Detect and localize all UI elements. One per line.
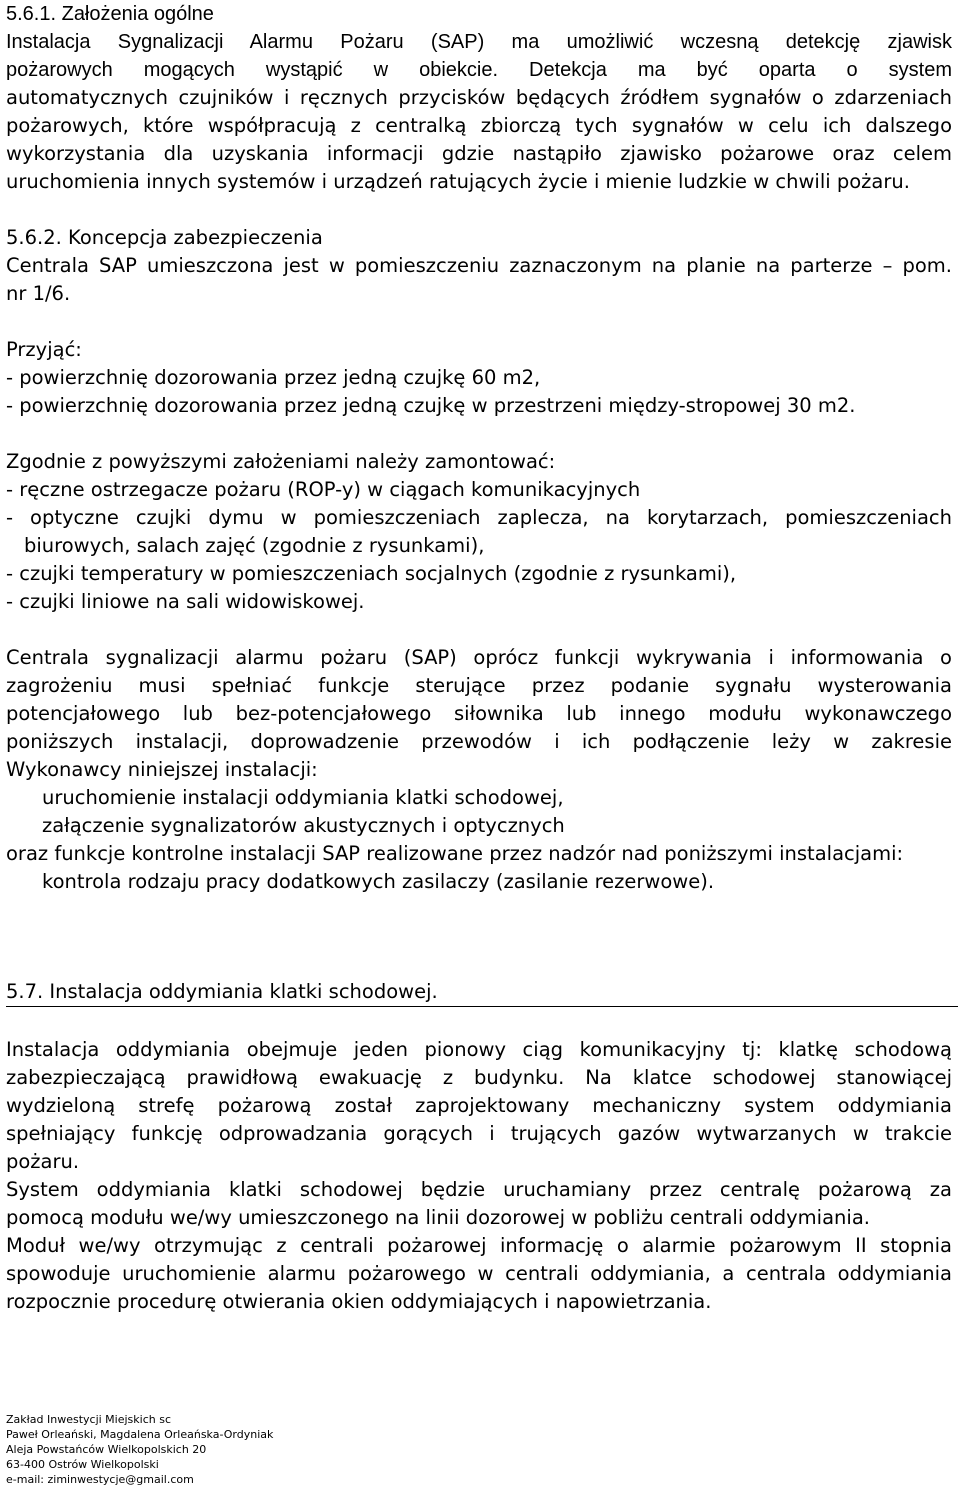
section-heading-5-7: 5.7. Instalacja oddymiania klatki schodowej. [6,980,438,1003]
sub-item: kontrola rodzaju pracy dodatkowych zasilaczy (zasilanie rezerwowe). [42,870,715,893]
paragraph-line: nr 1/6. [6,282,71,305]
paragraph-line: Centrala sygnalizacji alarmu pożaru (SAP) oprócz funkcji wykrywania i informowania o [6,646,952,669]
section-heading-5-6-1: 5.6.1. Założenia ogólne [6,3,214,25]
paragraph-line: uruchomienia innych systemów i urządzeń ratujących życie i mienie ludzkie w chwili pożaru. [6,170,910,193]
paragraph-line: rozpocznie procedurę otwierania okien oddymiających i napowietrzania. [6,1290,712,1313]
document-page [6,0,958,1488]
list-item: - ręczne ostrzegacze pożaru (ROP-y) w ciągach komunikacyjnych [6,478,641,501]
footer-company: Zakład Inwestycji Miejskich sc [6,1413,172,1426]
paragraph-line: pomocą modułu we/wy umieszczonego na linii dozorowej w pobliżu centrali oddymiania. [6,1206,870,1229]
paragraph-line: Moduł we/wy otrzymując z centrali pożarowej informację o alarmie pożarowym II stopnia [6,1234,952,1257]
paragraph-line: zagrożeniu musi spełniać funkcje sterujące przez podanie sygnału wysterowania [6,674,952,697]
paragraph-line: zabezpieczającą prawidłową ewakuację z budynku. Na klatce schodowej stanowiącej [6,1066,952,1089]
paragraph-line: wydzieloną strefę pożarową został zaprojektowany mechaniczny system oddymiania [6,1094,952,1117]
list-item: - czujki liniowe na sali widowiskowej. [6,590,365,613]
paragraph-line: Instalacja Sygnalizacji Alarmu Pożaru (SAP) ma umożliwić wczesną detekcję zjawisk [6,31,952,53]
paragraph-line: pożaru. [6,1150,80,1173]
paragraph-line: pożarowych mogących wystąpić w obiekcie. Detekcja ma być oparta o system [6,59,952,81]
list-item: - powierzchnię dozorowania przez jedną czujkę w przestrzeni między-stropowej 30 m2. [6,394,856,417]
paragraph-line: automatycznych czujników i ręcznych przycisków będących źródłem sygnałów o zdarzeniach [6,86,952,109]
paragraph-line: spowoduje uruchomienie alarmu pożarowego w centrali oddymiania, a centrala oddymiania [6,1262,952,1285]
install-intro: Zgodnie z powyższymi założeniami należy zamontować: [6,450,556,473]
paragraph-line: Centrala SAP umieszczona jest w pomieszczeniu zaznaczonym na planie na parterze – pom. [6,254,952,277]
paragraph-line: poniższych instalacji, doprowadzenie przewodów i ich podłączenie leży w zakresie [6,730,952,753]
paragraph-line: System oddymiania klatki schodowej będzie uruchamiany przez centralę pożarową za [6,1178,952,1201]
footer-owners: Paweł Orleański, Magdalena Orleańska-Ordyniak [6,1428,274,1441]
list-item: - czujki temperatury w pomieszczeniach socjalnych (zgodnie z rysunkami), [6,562,737,585]
list-item: - powierzchnię dozorowania przez jedną czujkę 60 m2, [6,366,541,389]
list-item-continuation: biurowych, salach zajęć (zgodnie z rysunkami), [24,534,485,557]
footer-address [6,1412,273,1487]
section-heading-5-6-2: 5.6.2. Koncepcja zabezpieczenia [6,226,323,249]
paragraph-line: Wykonawcy niniejszej instalacji: [6,758,318,781]
paragraph-line: spełniający funkcję odprowadzania gorących i trujących gazów wytwarzanych w trakcie [6,1122,952,1145]
footer-email: e-mail: ziminwestycje@gmail.com [6,1473,194,1486]
sub-item: załączenie sygnalizatorów akustycznych i optycznych [42,814,565,837]
list-item: - optyczne czujki dymu w pomieszczeniach zaplecza, na korytarzach, pomieszczeniach [6,506,952,529]
heading-underline [6,1006,958,1007]
footer-city: 63-400 Ostrów Wielkopolski [6,1458,159,1471]
paragraph-line: pożarowych, które współpracują z centralką zbiorczą tych sygnałów w celu ich dalszego [6,114,952,137]
sub-item: uruchomienie instalacji oddymiania klatki schodowej, [42,786,564,809]
paragraph-line: wykorzystania dla uzyskania informacji gdzie nastąpiło zjawisko pożarowe oraz celem [6,142,952,165]
paragraph-line: oraz funkcje kontrolne instalacji SAP realizowane przez nadzór nad poniższymi instalacjami: [6,842,904,865]
assume-label: Przyjąć: [6,338,82,361]
footer-street: Aleja Powstańców Wielkopolskich 20 [6,1443,207,1456]
paragraph-line: Instalacja oddymiania obejmuje jeden pionowy ciąg komunikacyjny tj: klatkę schodową [6,1038,952,1061]
paragraph-line: potencjałowego lub bez-potencjałowego siłownika lub innego modułu wykonawczego [6,702,952,725]
